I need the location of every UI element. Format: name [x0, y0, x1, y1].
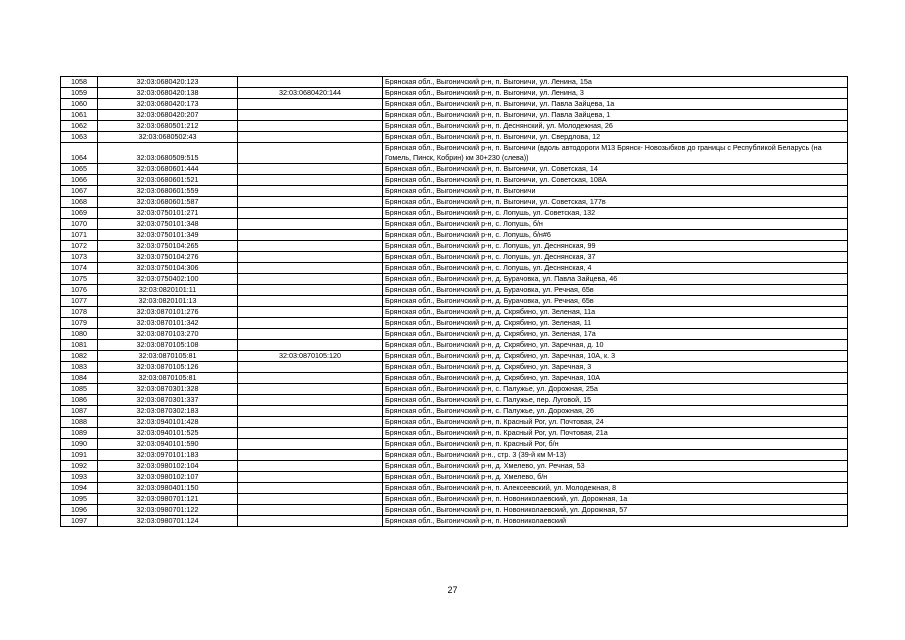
previous-cadastral-number-cell — [238, 296, 383, 307]
table-row — [61, 274, 848, 285]
previous-cadastral-number-cell — [238, 164, 383, 175]
address-cell: Брянская обл., Выгоничский р-н, п. Выгоничи, ул. Павла Зайцева, 1 — [383, 110, 848, 121]
address-cell: Брянская обл., Выгоничский р-н, д. Хмелево, б/н — [383, 472, 848, 483]
address-cell: Брянская обл., Выгоничский р-н, п. Выгоничи, ул. Советская, 108А — [383, 175, 848, 186]
table-row — [61, 285, 848, 296]
address-cell: Брянская обл., Выгоничский р-н, д. Скрябино, ул. Заречная, д. 10 — [383, 340, 848, 351]
previous-cadastral-number-cell — [238, 362, 383, 373]
row-number-cell: 1074 — [61, 263, 98, 274]
table-row — [61, 329, 848, 340]
table-row — [61, 121, 848, 132]
address-cell: Брянская обл., Выгоничский р-н, п. Выгоничи, ул. Павла Зайцева, 1а — [383, 99, 848, 110]
table-row — [61, 186, 848, 197]
table-row — [61, 110, 848, 121]
row-number-cell: 1066 — [61, 175, 98, 186]
table-row — [61, 296, 848, 307]
address-cell: Брянская обл., Выгоничский р-н, п. Новониколаевский, ул. Дорожная, 1а — [383, 494, 848, 505]
cadastral-number-cell: 32:03:0680601:444 — [98, 164, 238, 175]
table-row — [61, 263, 848, 274]
cadastral-number-cell: 32:03:0680420:138 — [98, 88, 238, 99]
row-number-cell: 1073 — [61, 252, 98, 263]
table-row — [61, 175, 848, 186]
previous-cadastral-number-cell — [238, 439, 383, 450]
table-row — [61, 318, 848, 329]
cadastral-number-cell: 32:03:0870302:183 — [98, 406, 238, 417]
cadastral-number-cell: 32:03:0750104:265 — [98, 241, 238, 252]
table-row — [61, 241, 848, 252]
previous-cadastral-number-cell — [238, 99, 383, 110]
address-cell: Брянская обл., Выгоничский р-н, п. Деснянский, ул. Молодежная, 26 — [383, 121, 848, 132]
table-row — [61, 307, 848, 318]
row-number-cell: 1088 — [61, 417, 98, 428]
previous-cadastral-number-cell — [238, 318, 383, 329]
address-cell: Брянская обл., Выгоничский р-н, п. Алексеевский, ул. Молодежная, 8 — [383, 483, 848, 494]
table-row — [61, 340, 848, 351]
row-number-cell: 1095 — [61, 494, 98, 505]
address-cell: Брянская обл., Выгоничский р-н, с. Палужье, ул. Дорожная, 25а — [383, 384, 848, 395]
address-cell: Брянская обл., Выгоничский р-н, с. Лопушь, б/н#6 — [383, 230, 848, 241]
previous-cadastral-number-cell — [238, 494, 383, 505]
previous-cadastral-number-cell — [238, 186, 383, 197]
previous-cadastral-number-cell — [238, 406, 383, 417]
row-number-cell: 1079 — [61, 318, 98, 329]
address-cell: Брянская обл., Выгоничский р-н, п. Выгоничи — [383, 186, 848, 197]
table-row — [61, 428, 848, 439]
address-cell: Брянская обл., Выгоничский р-н, с. Лопушь, ул. Деснянская, 4 — [383, 263, 848, 274]
cadastral-number-cell: 32:03:0820101:13 — [98, 296, 238, 307]
address-cell: Брянская обл., Выгоничский р-н, д. Хмелево, ул. Речная, 53 — [383, 461, 848, 472]
previous-cadastral-number-cell — [238, 110, 383, 121]
previous-cadastral-number-cell — [238, 252, 383, 263]
address-cell: Брянская обл., Выгоничский р-н, п. Выгоничи, ул. Советская, 14 — [383, 164, 848, 175]
cadastral-number-cell: 32:03:0750104:306 — [98, 263, 238, 274]
address-cell: Брянская обл., Выгоничский р-н, д. Скрябино, ул. Заречная, 3 — [383, 362, 848, 373]
table-row — [61, 88, 848, 99]
cadastral-number-cell: 32:03:0970101:183 — [98, 450, 238, 461]
cadastral-number-cell: 32:03:0870105:126 — [98, 362, 238, 373]
row-number-cell: 1075 — [61, 274, 98, 285]
row-number-cell: 1091 — [61, 450, 98, 461]
address-cell: Брянская обл., Выгоничский р-н, с. Палужье, пер. Луговой, 15 — [383, 395, 848, 406]
table-row — [61, 143, 848, 164]
previous-cadastral-number-cell — [238, 516, 383, 527]
page-number: 27 — [447, 585, 458, 595]
table-row — [61, 516, 848, 527]
table-row — [61, 505, 848, 516]
address-cell: Брянская обл., Выгоничский р-н, п. Новониколаевский, ул. Дорожная, 57 — [383, 505, 848, 516]
table-row — [61, 483, 848, 494]
address-cell: Брянская обл., Выгоничский р-н, с. Лопушь, б/н — [383, 219, 848, 230]
row-number-cell: 1062 — [61, 121, 98, 132]
row-number-cell: 1064 — [61, 143, 98, 164]
cadastral-number-cell: 32:03:0870301:337 — [98, 395, 238, 406]
cadastral-number-cell: 32:03:0940101:525 — [98, 428, 238, 439]
row-number-cell: 1072 — [61, 241, 98, 252]
row-number-cell: 1077 — [61, 296, 98, 307]
address-cell: Брянская обл., Выгоничский р-н, п. Выгоничи, ул. Свердлова, 12 — [383, 132, 848, 143]
previous-cadastral-number-cell — [238, 384, 383, 395]
cadastral-number-cell: 32:03:0870105:81 — [98, 351, 238, 362]
address-cell: Брянская обл., Выгоничский р-н, п. Красный Рог, ул. Почтовая, 21а — [383, 428, 848, 439]
table-row — [61, 77, 848, 88]
address-cell: Брянская обл., Выгоничский р-н, п. Новониколаевский — [383, 516, 848, 527]
row-number-cell: 1070 — [61, 219, 98, 230]
cadastral-number-cell: 32:03:0750402:100 — [98, 274, 238, 285]
address-cell: Брянская обл., Выгоничский р-н, с. Лопушь, ул. Советская, 132 — [383, 208, 848, 219]
cadastral-number-cell: 32:03:0680420:173 — [98, 99, 238, 110]
address-cell: Брянская обл., Выгоничский р-н, п. Выгоничи, ул. Ленина, 15а — [383, 77, 848, 88]
table-row — [61, 132, 848, 143]
previous-cadastral-number-cell — [238, 340, 383, 351]
row-number-cell: 1059 — [61, 88, 98, 99]
address-cell: Брянская обл., Выгоничский р-н, д. Скрябино, ул. Зеленая, 11а — [383, 307, 848, 318]
row-number-cell: 1083 — [61, 362, 98, 373]
row-number-cell: 1076 — [61, 285, 98, 296]
table-row — [61, 472, 848, 483]
table-row — [61, 164, 848, 175]
address-cell: Брянская обл., Выгоничский р-н, д. Скрябино, ул. Заречная, 10А — [383, 373, 848, 384]
table-row — [61, 99, 848, 110]
cadastral-number-cell: 32:03:0750104:276 — [98, 252, 238, 263]
row-number-cell: 1063 — [61, 132, 98, 143]
row-number-cell: 1089 — [61, 428, 98, 439]
table-row — [61, 197, 848, 208]
row-number-cell: 1082 — [61, 351, 98, 362]
cadastral-number-cell: 32:03:0680601:587 — [98, 197, 238, 208]
address-cell: Брянская обл., Выгоничский р-н, д. Скрябино, ул. Заречная, 10А, к. 3 — [383, 351, 848, 362]
row-number-cell: 1092 — [61, 461, 98, 472]
address-cell: Брянская обл., Выгоничский р-н, п. Выгоничи (вдоль автодороги М13 Брянск- Новозыбков до границы с Республикой Беларусь (на Гомель, Пинск, Кобрин) км 30+230 (слева)) — [383, 143, 848, 164]
cadastral-number-cell: 32:03:0820101:11 — [98, 285, 238, 296]
table-row — [61, 373, 848, 384]
table-row — [61, 384, 848, 395]
cadastral-number-cell: 32:03:0980102:104 — [98, 461, 238, 472]
address-cell: Брянская обл., Выгоничский р-н, с. Палужье, ул. Дорожная, 26 — [383, 406, 848, 417]
previous-cadastral-number-cell — [238, 395, 383, 406]
cadastral-number-cell: 32:03:0750101:271 — [98, 208, 238, 219]
row-number-cell: 1060 — [61, 99, 98, 110]
previous-cadastral-number-cell — [238, 175, 383, 186]
address-cell: Брянская обл., Выгоничский р-н, д. Скрябино, ул. Зеленая, 11 — [383, 318, 848, 329]
address-cell: Брянская обл., Выгоничский р-н, с. Лопушь, ул. Деснянская, 37 — [383, 252, 848, 263]
previous-cadastral-number-cell — [238, 208, 383, 219]
previous-cadastral-number-cell — [238, 450, 383, 461]
address-cell: Брянская обл., Выгоничский р-н, с. Лопушь, ул. Деснянская, 99 — [383, 241, 848, 252]
table-row — [61, 252, 848, 263]
previous-cadastral-number-cell — [238, 417, 383, 428]
previous-cadastral-number-cell — [238, 483, 383, 494]
row-number-cell: 1067 — [61, 186, 98, 197]
row-number-cell: 1068 — [61, 197, 98, 208]
previous-cadastral-number-cell — [238, 505, 383, 516]
row-number-cell: 1093 — [61, 472, 98, 483]
row-number-cell: 1080 — [61, 329, 98, 340]
table-row — [61, 219, 848, 230]
table-row — [61, 494, 848, 505]
cadastral-number-cell: 32:03:0680420:207 — [98, 110, 238, 121]
address-cell: Брянская обл., Выгоничский р-н, п. Выгоничи, ул. Советская, 177в — [383, 197, 848, 208]
cadastral-number-cell: 32:03:0870103:270 — [98, 329, 238, 340]
address-cell: Брянская обл., Выгоничский р-н., стр. 3 (39-й км М-13) — [383, 450, 848, 461]
cadastral-number-cell: 32:03:0870105:108 — [98, 340, 238, 351]
cadastral-number-cell: 32:03:0980701:121 — [98, 494, 238, 505]
address-cell: Брянская обл., Выгоничский р-н, п. Красный Рог, б/н — [383, 439, 848, 450]
row-number-cell: 1096 — [61, 505, 98, 516]
cadastral-number-cell: 32:03:0980401:150 — [98, 483, 238, 494]
previous-cadastral-number-cell — [238, 263, 383, 274]
previous-cadastral-number-cell — [238, 329, 383, 340]
cadastral-number-cell: 32:03:0680601:521 — [98, 175, 238, 186]
address-cell: Брянская обл., Выгоничский р-н, п. Выгоничи, ул. Ленина, 3 — [383, 88, 848, 99]
address-cell: Брянская обл., Выгоничский р-н, д. Бурачовка, ул. Павла Зайцева, 46 — [383, 274, 848, 285]
cadastral-number-cell: 32:03:0870101:276 — [98, 307, 238, 318]
row-number-cell: 1084 — [61, 373, 98, 384]
table-row — [61, 351, 848, 362]
cadastral-number-cell: 32:03:0680502:43 — [98, 132, 238, 143]
row-number-cell: 1097 — [61, 516, 98, 527]
cadastral-number-cell: 32:03:0680501:212 — [98, 121, 238, 132]
previous-cadastral-number-cell — [238, 197, 383, 208]
table-row — [61, 395, 848, 406]
table-body — [61, 77, 848, 527]
previous-cadastral-number-cell — [238, 285, 383, 296]
cadastral-number-cell: 32:03:0940101:428 — [98, 417, 238, 428]
table-row — [61, 450, 848, 461]
row-number-cell: 1094 — [61, 483, 98, 494]
row-number-cell: 1058 — [61, 77, 98, 88]
row-number-cell: 1087 — [61, 406, 98, 417]
cadastral-number-cell: 32:03:0870105:81 — [98, 373, 238, 384]
cadastral-number-cell: 32:03:0680509:515 — [98, 143, 238, 164]
table-row — [61, 461, 848, 472]
previous-cadastral-number-cell — [238, 143, 383, 164]
previous-cadastral-number-cell — [238, 461, 383, 472]
previous-cadastral-number-cell: 32:03:0870105:120 — [238, 351, 383, 362]
cadastral-number-cell: 32:03:0940101:590 — [98, 439, 238, 450]
cadastral-number-cell: 32:03:0980701:124 — [98, 516, 238, 527]
row-number-cell: 1071 — [61, 230, 98, 241]
row-number-cell: 1086 — [61, 395, 98, 406]
previous-cadastral-number-cell — [238, 274, 383, 285]
cadastral-number-cell: 32:03:0750101:349 — [98, 230, 238, 241]
previous-cadastral-number-cell — [238, 373, 383, 384]
cadastral-number-cell: 32:03:0980102:107 — [98, 472, 238, 483]
row-number-cell: 1081 — [61, 340, 98, 351]
cadastral-number-cell: 32:03:0980701:122 — [98, 505, 238, 516]
address-cell: Брянская обл., Выгоничский р-н, д. Бурачовка, ул. Речная, 65в — [383, 296, 848, 307]
previous-cadastral-number-cell — [238, 121, 383, 132]
row-number-cell: 1078 — [61, 307, 98, 318]
cadastral-number-cell: 32:03:0680601:559 — [98, 186, 238, 197]
cadastral-number-cell: 32:03:0870101:342 — [98, 318, 238, 329]
previous-cadastral-number-cell — [238, 307, 383, 318]
previous-cadastral-number-cell — [238, 132, 383, 143]
address-cell: Брянская обл., Выгоничский р-н, д. Бурачовка, ул. Речная, 65в — [383, 285, 848, 296]
table-row — [61, 417, 848, 428]
address-cell: Брянская обл., Выгоничский р-н, д. Скрябино, ул. Зеленая, 17а — [383, 329, 848, 340]
table-row — [61, 362, 848, 373]
row-number-cell: 1085 — [61, 384, 98, 395]
previous-cadastral-number-cell — [238, 241, 383, 252]
row-number-cell: 1069 — [61, 208, 98, 219]
table-row — [61, 439, 848, 450]
table-row — [61, 406, 848, 417]
previous-cadastral-number-cell — [238, 472, 383, 483]
table-row — [61, 230, 848, 241]
row-number-cell: 1065 — [61, 164, 98, 175]
cadastral-table — [60, 76, 848, 527]
cadastral-number-cell: 32:03:0680420:123 — [98, 77, 238, 88]
previous-cadastral-number-cell — [238, 428, 383, 439]
cadastral-number-cell: 32:03:0870301:328 — [98, 384, 238, 395]
previous-cadastral-number-cell — [238, 219, 383, 230]
previous-cadastral-number-cell: 32:03:0680420:144 — [238, 88, 383, 99]
address-cell: Брянская обл., Выгоничский р-н, п. Красный Рог, ул. Почтовая, 24 — [383, 417, 848, 428]
table-row — [61, 208, 848, 219]
previous-cadastral-number-cell — [238, 77, 383, 88]
previous-cadastral-number-cell — [238, 230, 383, 241]
row-number-cell: 1090 — [61, 439, 98, 450]
row-number-cell: 1061 — [61, 110, 98, 121]
cadastral-number-cell: 32:03:0750101:348 — [98, 219, 238, 230]
